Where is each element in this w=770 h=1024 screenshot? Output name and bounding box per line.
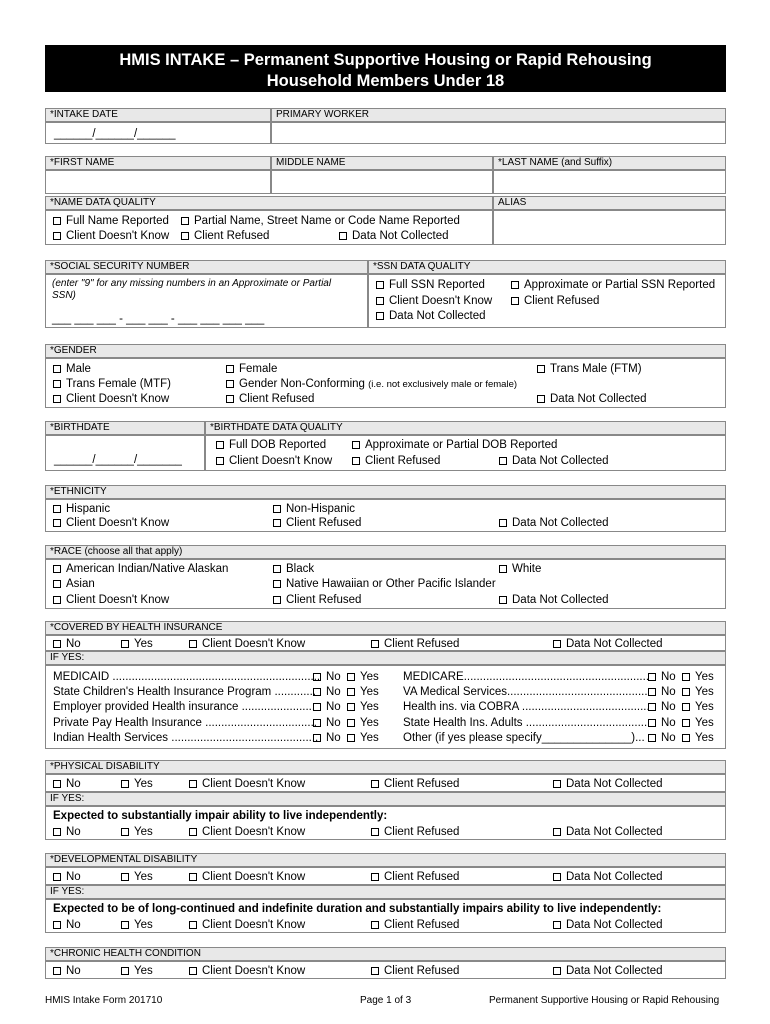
insurance-va-label: VA Medical Services............................................ [403,686,648,698]
ssn-quality-box [368,274,726,328]
ssn-blank: ___ ___ ___ - ___ ___ - ___ ___ ___ ___ [52,313,265,325]
ssn-full[interactable]: Full SSN Reported [376,278,485,292]
schip-no[interactable]: No [313,685,341,699]
gender-trans-male[interactable]: Trans Male (FTM) [537,362,642,376]
checkbox-icon [53,232,61,240]
checkbox-icon [53,380,61,388]
physical-if-yes-label: IF YES: [45,792,726,806]
ssn-note: (enter "9" for any missing numbers in an Approximate or Partial SSN) [52,278,332,301]
ethnicity-non-hispanic[interactable]: Non-Hispanic [273,502,355,516]
intake-date-field[interactable] [45,122,271,144]
checkbox-icon [53,365,61,373]
checkbox-icon [511,281,519,289]
checkbox-icon [553,780,561,788]
checkbox-icon [648,734,656,742]
checkbox-icon [682,703,690,711]
alias-field[interactable] [493,210,726,245]
developmental-refused[interactable]: Client Refused [371,870,459,884]
chronic-dont-know[interactable]: Client Doesn't Know [189,964,305,978]
gender-non-conforming[interactable]: Gender Non-Conforming (i.e. not exclusively male or female) [226,377,517,392]
checkbox-icon [189,967,197,975]
chronic-not-collected[interactable]: Data Not Collected [553,964,663,978]
gender-refused[interactable]: Client Refused [226,392,314,406]
checkbox-icon [189,873,197,881]
checkbox-icon [511,297,519,305]
checkbox-icon [53,580,61,588]
ssn-label: *SOCIAL SECURITY NUMBER [45,260,368,274]
birthdate-label: *BIRTHDATE [45,421,205,435]
primary-worker-label: PRIMARY WORKER [271,108,726,122]
checkbox-icon [53,505,61,513]
checkbox-icon [347,703,355,711]
intake-date-blank: ______/______/______ [54,128,176,140]
checkbox-icon [499,457,507,465]
checkbox-icon [121,640,129,648]
ethnicity-refused[interactable]: Client Refused [273,516,361,530]
insurance-dont-know[interactable]: Client Doesn't Know [189,637,305,651]
last-name-field[interactable] [493,170,726,194]
checkbox-icon [376,312,384,320]
checkbox-icon [273,505,281,513]
race-label: *RACE (choose all that apply) [45,545,726,559]
checkbox-icon [553,640,561,648]
title-line-2: Household Members Under 18 [266,72,505,90]
chronic-yes[interactable]: Yes [121,964,153,978]
private-yes[interactable]: Yes [347,716,379,730]
race-dont-know[interactable]: Client Doesn't Know [53,593,169,607]
form-title [45,45,726,92]
dob-not-collected[interactable]: Data Not Collected [499,454,609,468]
race-native-hawaiian[interactable]: Native Hawaiian or Other Pacific Islander [273,577,496,591]
checkbox-icon [553,873,561,881]
ethnicity-label: *ETHNICITY [45,485,726,499]
race-asian[interactable]: Asian [53,577,95,591]
checkbox-icon [53,519,61,527]
name-quality-not-collected[interactable]: Data Not Collected [339,229,449,243]
insurance-if-yes-label: IF YES: [45,651,726,665]
checkbox-icon [553,828,561,836]
physical-impair-not-collected[interactable]: Data Not Collected [553,825,663,839]
checkbox-icon [273,565,281,573]
medicare-yes[interactable]: Yes [682,670,714,684]
state-no[interactable]: No [648,716,676,730]
ethnicity-dont-know[interactable]: Client Doesn't Know [53,516,169,530]
insurance-no[interactable]: No [53,637,81,651]
va-no[interactable]: No [648,685,676,699]
checkbox-icon [371,873,379,881]
insurance-employer-label: Employer provided Health insurance ....................... [53,701,316,713]
employer-no[interactable]: No [313,700,341,714]
developmental-if-yes-label: IF YES: [45,885,726,899]
name-quality-full[interactable]: Full Name Reported [53,214,169,228]
checkbox-icon [648,673,656,681]
checkbox-icon [371,828,379,836]
checkbox-icon [189,921,197,929]
checkbox-icon [189,828,197,836]
ssn-dont-know[interactable]: Client Doesn't Know [376,294,492,308]
chronic-options-row [45,961,726,979]
gender-dont-know[interactable]: Client Doesn't Know [53,392,169,406]
checkbox-icon [648,688,656,696]
physical-impair-refused[interactable]: Client Refused [371,825,459,839]
physical-dont-know[interactable]: Client Doesn't Know [189,777,305,791]
checkbox-icon [53,873,61,881]
checkbox-icon [273,519,281,527]
gender-male[interactable]: Male [53,362,91,376]
checkbox-icon [273,580,281,588]
checkbox-icon [499,519,507,527]
checkbox-icon [273,596,281,604]
ethnicity-not-collected[interactable]: Data Not Collected [499,516,609,530]
developmental-dont-know[interactable]: Client Doesn't Know [189,870,305,884]
checkbox-icon [347,688,355,696]
developmental-impair-dont-know[interactable]: Client Doesn't Know [189,918,305,932]
physical-yes[interactable]: Yes [121,777,153,791]
physical-not-collected[interactable]: Data Not Collected [553,777,663,791]
gender-label: *GENDER [45,344,726,358]
checkbox-icon [181,232,189,240]
ssn-refused[interactable]: Client Refused [511,294,599,308]
checkbox-icon [313,688,321,696]
checkbox-icon [371,967,379,975]
dob-full[interactable]: Full DOB Reported [216,438,326,452]
schip-yes[interactable]: Yes [347,685,379,699]
checkbox-icon [537,395,545,403]
physical-impair-yes[interactable]: Yes [121,825,153,839]
name-quality-label: *NAME DATA QUALITY [45,196,493,210]
checkbox-icon [53,967,61,975]
last-name-label: *LAST NAME (and Suffix) [493,156,726,170]
race-black[interactable]: Black [273,562,314,576]
checkbox-icon [313,703,321,711]
checkbox-icon [313,673,321,681]
chronic-refused[interactable]: Client Refused [371,964,459,978]
physical-question-box [45,806,726,840]
checkbox-icon [189,780,197,788]
physical-question: Expected to substantially impair ability to live independently: [53,810,388,822]
physical-no[interactable]: No [53,777,81,791]
title-line-1: HMIS INTAKE – Permanent Supportive Housing or Rapid Rehousing [119,51,652,69]
checkbox-icon [648,719,656,727]
checkbox-icon [53,596,61,604]
checkbox-icon [226,380,234,388]
insurance-medicaid-label: MEDICAID ................................................................. [53,671,321,683]
gender-not-collected[interactable]: Data Not Collected [537,392,647,406]
checkbox-icon [682,734,690,742]
race-refused[interactable]: Client Refused [273,593,361,607]
alias-label: ALIAS [493,196,726,210]
state-yes[interactable]: Yes [682,716,714,730]
developmental-impair-not-collected[interactable]: Data Not Collected [553,918,663,932]
intake-date-label: *INTAKE DATE [45,108,271,122]
dob-refused[interactable]: Client Refused [352,454,440,468]
birthdate-quality-label: *BIRTHDATE DATA QUALITY [205,421,726,435]
footer-form-id: HMIS Intake Form 201710 [45,995,163,1006]
physical-label: *PHYSICAL DISABILITY [45,760,726,774]
race-box [45,559,726,609]
developmental-question: Expected to be of long-continued and indefinite duration and substantially impairs ability to live independently: [53,903,662,915]
checkbox-icon [121,780,129,788]
checkbox-icon [371,640,379,648]
checkbox-icon [371,780,379,788]
cobra-no[interactable]: No [648,700,676,714]
checkbox-icon [648,703,656,711]
birthdate-blank: ______/______/_______ [54,454,182,466]
other-yes[interactable]: Yes [682,731,714,745]
checkbox-icon [682,673,690,681]
footer-page-number: Page 1 of 3 [360,995,412,1006]
va-yes[interactable]: Yes [682,685,714,699]
checkbox-icon [53,921,61,929]
ethnicity-hispanic[interactable]: Hispanic [53,502,110,516]
physical-options-row [45,774,726,792]
ssn-box[interactable] [45,274,368,328]
footer-program: Permanent Supportive Housing or Rapid Rehousing [489,995,720,1006]
first-name-label: *FIRST NAME [45,156,271,170]
checkbox-icon [121,921,129,929]
medicaid-yes[interactable]: Yes [347,670,379,684]
developmental-not-collected[interactable]: Data Not Collected [553,870,663,884]
checkbox-icon [499,596,507,604]
insurance-schip-label: State Children's Health Insurance Program ............. [53,686,316,698]
name-quality-refused[interactable]: Client Refused [181,229,269,243]
checkbox-icon [339,232,347,240]
checkbox-icon [216,441,224,449]
checkbox-icon [553,967,561,975]
checkbox-icon [121,828,129,836]
checkbox-icon [499,565,507,573]
physical-impair-no[interactable]: No [53,825,81,839]
gender-trans-female[interactable]: Trans Female (MTF) [53,377,171,391]
first-name-field[interactable] [45,170,271,194]
ssn-quality-label: *SSN DATA QUALITY [368,260,726,274]
checkbox-icon [682,719,690,727]
developmental-options-row [45,867,726,885]
checkbox-icon [53,828,61,836]
medicare-no[interactable]: No [648,670,676,684]
dob-dont-know[interactable]: Client Doesn't Know [216,454,332,468]
checkbox-icon [553,921,561,929]
checkbox-icon [352,441,360,449]
race-white[interactable]: White [499,562,541,576]
insurance-other-label: Other (if yes please specify______________)... [403,732,645,744]
gender-box [45,358,726,408]
checkbox-icon [537,365,545,373]
name-quality-box [45,210,493,245]
cobra-yes[interactable]: Yes [682,700,714,714]
middle-name-field[interactable] [271,170,493,194]
checkbox-icon [347,734,355,742]
checkbox-icon [371,921,379,929]
birthdate-field[interactable] [45,435,205,471]
checkbox-icon [376,297,384,305]
primary-worker-field[interactable] [271,122,726,144]
insurance-private-label: Private Pay Health Insurance ................................... [53,717,317,729]
insurance-not-collected[interactable]: Data Not Collected [553,637,663,651]
checkbox-icon [53,780,61,788]
ssn-not-collected[interactable]: Data Not Collected [376,309,486,323]
checkbox-icon [347,673,355,681]
insurance-types-box [45,665,726,749]
birthdate-quality-box [205,435,726,471]
checkbox-icon [352,457,360,465]
physical-refused[interactable]: Client Refused [371,777,459,791]
private-no[interactable]: No [313,716,341,730]
checkbox-icon [347,719,355,727]
developmental-no[interactable]: No [53,870,81,884]
ethnicity-box [45,499,726,532]
insurance-state-label: State Health Ins. Adults ...................................... [403,717,648,729]
checkbox-icon [376,281,384,289]
insurance-yes[interactable]: Yes [121,637,153,651]
checkbox-icon [682,688,690,696]
developmental-impair-refused[interactable]: Client Refused [371,918,459,932]
developmental-label: *DEVELOPMENTAL DISABILITY [45,853,726,867]
checkbox-icon [226,365,234,373]
checkbox-icon [181,217,189,225]
checkbox-icon [53,640,61,648]
checkbox-icon [53,565,61,573]
developmental-impair-yes[interactable]: Yes [121,918,153,932]
checkbox-icon [53,217,61,225]
gender-female[interactable]: Female [226,362,277,376]
ssn-partial[interactable]: Approximate or Partial SSN Reported [511,278,715,292]
name-quality-dont-know[interactable]: Client Doesn't Know [53,229,169,243]
checkbox-icon [216,457,224,465]
dob-partial[interactable]: Approximate or Partial DOB Reported [352,438,557,452]
chronic-no[interactable]: No [53,964,81,978]
medicaid-no[interactable]: No [313,670,341,684]
physical-impair-dont-know[interactable]: Client Doesn't Know [189,825,305,839]
insurance-label: *COVERED BY HEALTH INSURANCE [45,621,726,635]
race-not-collected[interactable]: Data Not Collected [499,593,609,607]
insurance-options-row [45,635,726,651]
race-american-indian[interactable]: American Indian/Native Alaskan [53,562,228,576]
insurance-cobra-label: Health ins. via COBRA ........................................ [403,701,650,713]
developmental-question-box [45,899,726,933]
indian-no[interactable]: No [313,731,341,745]
indian-yes[interactable]: Yes [347,731,379,745]
developmental-impair-no[interactable]: No [53,918,81,932]
other-no[interactable]: No [648,731,676,745]
checkbox-icon [313,734,321,742]
employer-yes[interactable]: Yes [347,700,379,714]
name-quality-partial[interactable]: Partial Name, Street Name or Code Name Reported [181,214,460,228]
chronic-label: *CHRONIC HEALTH CONDITION [45,947,726,961]
checkbox-icon [226,395,234,403]
insurance-medicare-label: MEDICARE.......................................................... [403,671,650,683]
insurance-refused[interactable]: Client Refused [371,637,459,651]
checkbox-icon [121,873,129,881]
developmental-yes[interactable]: Yes [121,870,153,884]
middle-name-label: MIDDLE NAME [271,156,493,170]
checkbox-icon [53,395,61,403]
checkbox-icon [121,967,129,975]
checkbox-icon [189,640,197,648]
checkbox-icon [313,719,321,727]
insurance-indian-label: Indian Health Services .............................................. [53,732,319,744]
